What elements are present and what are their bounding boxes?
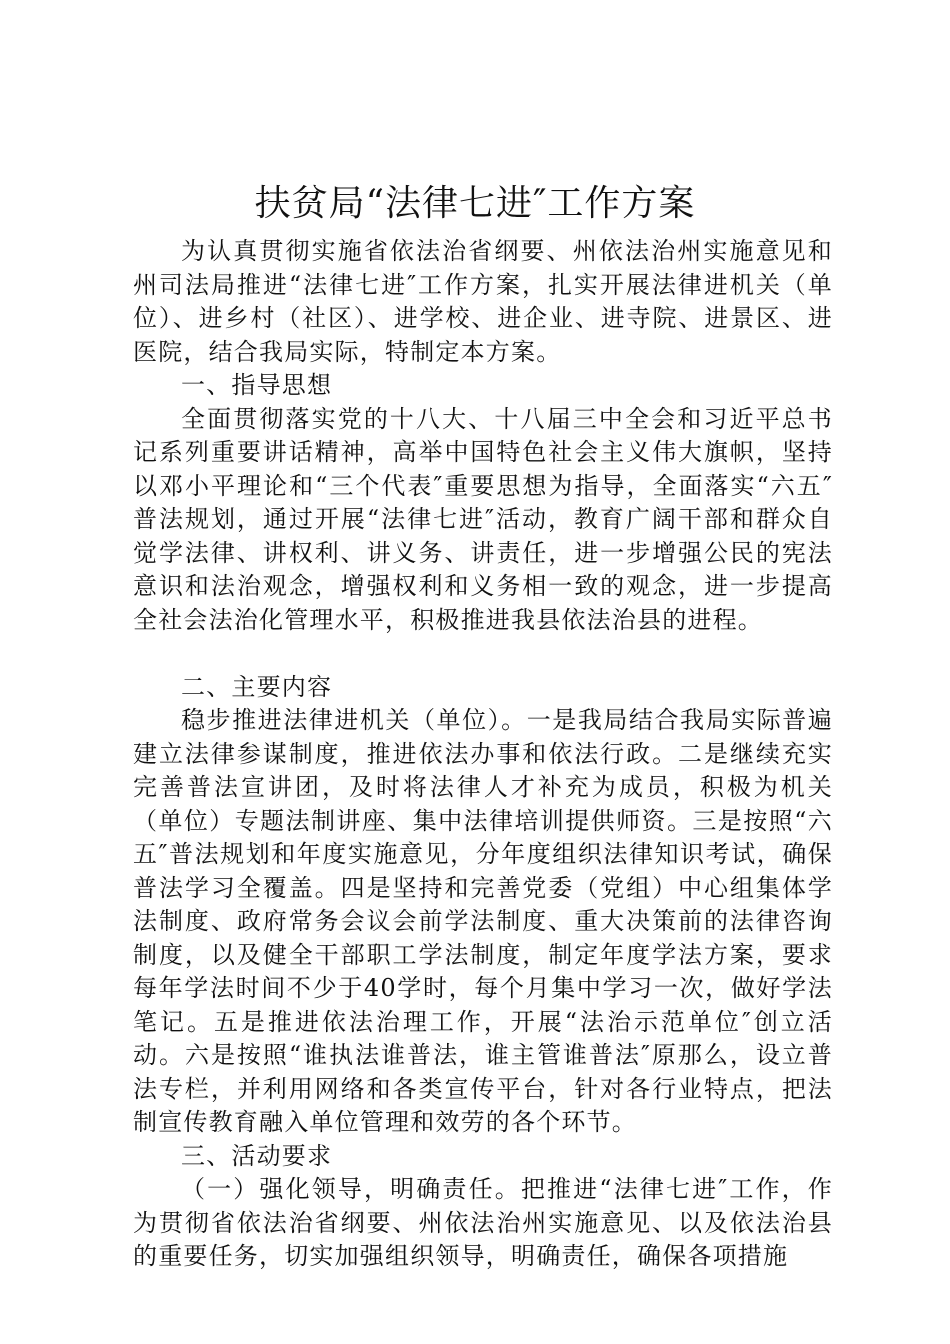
- document-title: 扶贫局“法律七进″工作方案: [254, 183, 696, 224]
- document-body: [133, 235, 833, 1274]
- intro-paragraph: 为认真贯彻实施省依法治省纲要、州依法治州实施意见和州司法局推进“法律七进″工作方案，扎实开展法律进机关（单位）、进乡村（社区）、进学校、进企业、进寺院、进景区、进医院，结合我局实际，特制定本方案。: [133, 237, 833, 366]
- section-paragraph-main-content: 稳步推进法律进机关（单位）。一是我局结合我局实际普遍建立法律参谋制度，推进依法办事和依法行政。二是继续充实完善普法宣讲团，及时将法律人才补充为成员，积极为机关（单位）专题法制讲座、集中法律培训提供师资。三是按照“六五″普法规划和年度实施意见，分年度组织法律知识考试，确保普法学习全覆盖。四是坚持和完善党委（党组）中心组集体学法制度、政府常务会议会前学法制度、重大决策前的法律咨询制度，以及健全干部职工学法制度，制定年度学法方案，要求每年学法时间不少于40学时，每个月集中学习一次，做好学法笔记。五是推进依法治理工作，开展“法治示范单位″创立活动。六是按照“谁执法谁普法，谁主管谁普法″原那么，设立普法专栏，并利用网络和各类宣传平台，针对各行业特点，把法制宣传教育融入单位管理和效劳的各个环节。: [133, 706, 833, 1136]
- section-heading-main-content: 二、主要内容: [181, 672, 333, 701]
- section-heading-activity-requirements: 三、活动要求: [181, 1141, 333, 1170]
- section-paragraph-guiding-ideology: 全面贯彻落实党的十八大、十八届三中全会和习近平总书记系列重要讲话精神，高举中国特色社会主义伟大旗帜，坚持以邓小平理论和“三个代表″重要思想为指导，全面落实“六五″普法规划，通过开展“法律七进″活动，教育广阔干部和群众自觉学法律、讲权利、讲义务、讲责任，进一步增强公民的宪法意识和法治观念，增强权利和义务相一致的观念，进一步提高全社会法治化管理水平，积极推进我县依法治县的进程。: [133, 404, 833, 634]
- section-paragraph-activity-requirements: （一）强化领导，明确责任。把推进“法律七进″工作，作为贯彻省依法治省纲要、州依法治州实施意见、以及依法治县的重要任务，切实加强组织领导，明确责任，确保各项措施: [133, 1175, 833, 1270]
- section-heading-guiding-ideology: 一、指导思想: [181, 371, 333, 399]
